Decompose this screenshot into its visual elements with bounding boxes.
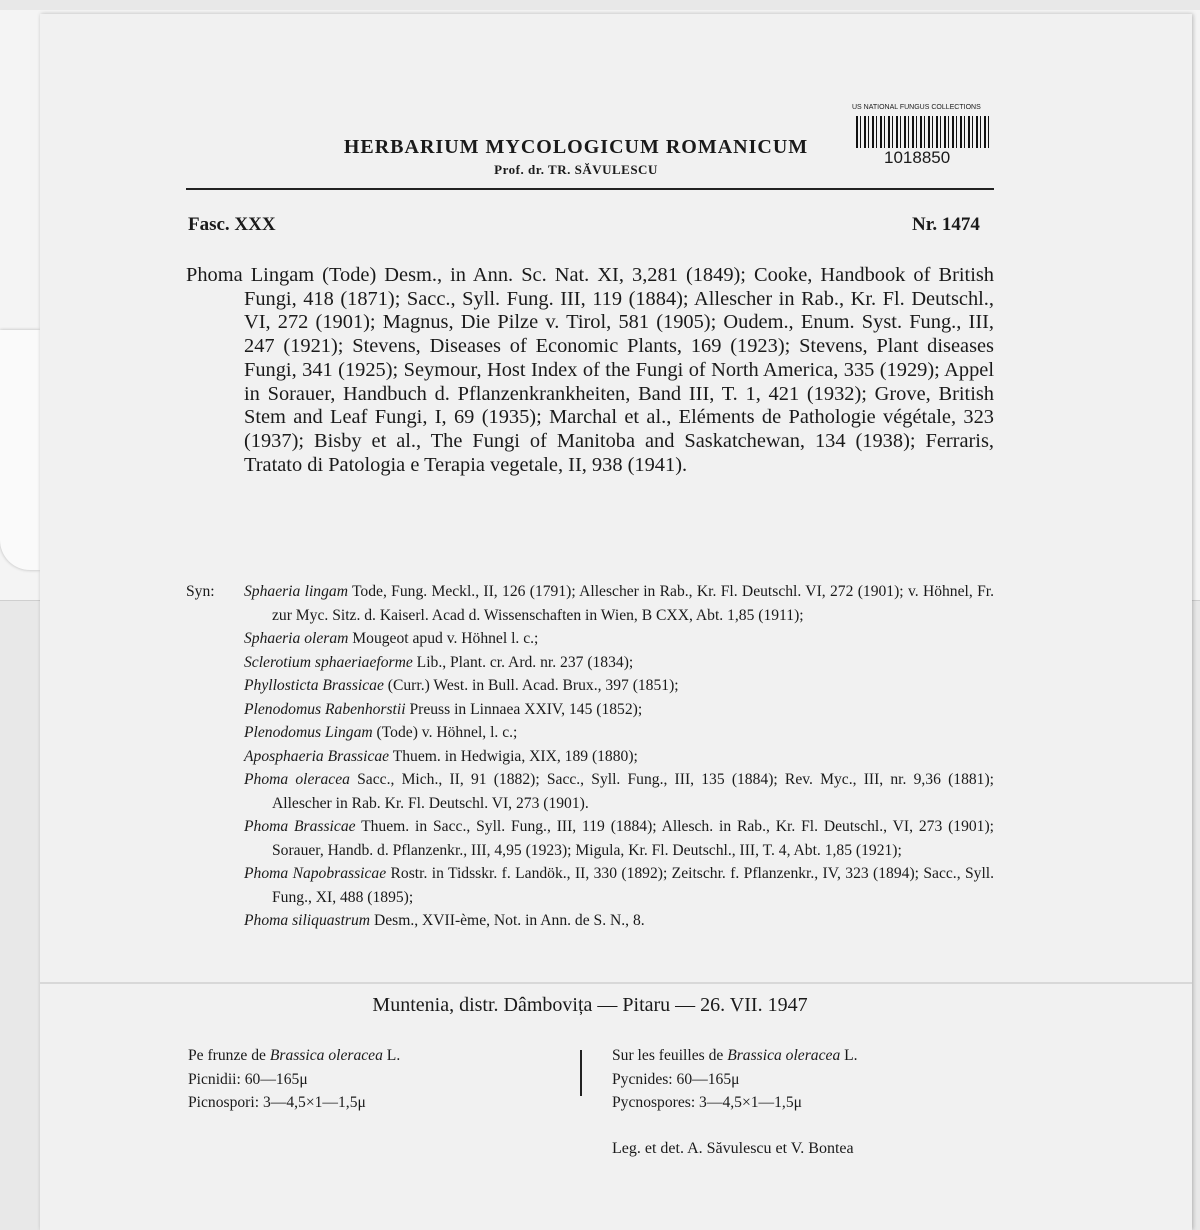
barcode-collection-label: US NATIONAL FUNGUS COLLECTIONS: [852, 104, 981, 111]
synonyms-list: [186, 580, 994, 933]
synonym-name: Aposphaeria Brassicae: [244, 747, 390, 765]
synonym-citation: Sacc., Mich., II, 91 (1882); Sacc., Syll. Fung., III, 135 (1884); Rev. Myc., III, nr. 9,36 (1881); Allescher in Rab. Kr. Fl. Deutschl. VI, 273 (1901).: [272, 771, 994, 812]
synonym-entry: [244, 909, 994, 933]
host-name-ro: Brassica oleracea: [269, 1047, 383, 1064]
synonym-name: Phoma Brassicae: [244, 818, 356, 835]
synonym-citation: Thuem. in Hedwigia, XIX, 189 (1880);: [389, 747, 638, 765]
herbarium-subtitle: Prof. dr. TR. SĂVULESCU: [494, 162, 658, 177]
synonym-entry: [244, 862, 994, 909]
synonym-name: Phyllosticta Brassicae: [244, 677, 384, 694]
description-romanian: [188, 1044, 568, 1115]
synonym-entry: [244, 580, 994, 627]
synonym-citation: Desm., XVII-ème, Not. in Ann. de S. N., 8.: [370, 912, 645, 929]
synonym-entry: [244, 627, 994, 651]
species-main-reference: Phoma Lingam (Tode) Desm., in Ann. Sc. Nat. XI, 3,281 (1849); Cooke, Handbook of British Fungi, 418 (1871); Sacc., Syll. Fung. III, 119 (1884); Allescher in Rab., Kr. Fl. Deutschl., VI, 272 (1901); Magnus, Die Pilze v. Tirol, 581 (1905); Oudem., Enum. Syst. Fung., III, 247 (1921); Stevens, Diseases of Economic Plants, 169 (1923); Stevens, Plant diseases Fungi, 341 (1925); Seymour, Host Index of the Fungi of North America, 335 (1929); Appel in Sorauer, Handbuch d. Pflanzenkrankheiten, Band III, T. 1, 421 (1932); Grove, British Stem and Leaf Fungi, I, 69 (1935); Marchal et al., Eléments de Pathologie végétale, 323 (1937); Bisby et al., The Fungi of Manitoba and Saskatchewan, 134 (1938); Ferraris, Tratato di Patologia e Terapia vegetale, II, 938 (1941).: [186, 264, 994, 476]
barcode-icon: [856, 116, 990, 148]
pycnospores-fr: Pycnospores: 3—4,5×1—1,5μ: [612, 1094, 802, 1111]
host-line-ro: [188, 1044, 568, 1068]
fascicle-number: Fasc. XXX: [188, 214, 276, 235]
pycnospores-ro: Picnospori: 3—4,5×1—1,5μ: [188, 1094, 366, 1111]
pycnidia-ro: Picnidii: 60—165μ: [188, 1070, 308, 1088]
synonym-citation: (Tode) v. Höhnel, l. c.;: [372, 724, 518, 741]
host-prefix-fr: Sur les feuilles de: [612, 1047, 728, 1064]
synonym-name: Phoma siliquastrum: [244, 912, 371, 929]
pycnidia-fr: Pycnides: 60—165μ: [612, 1070, 740, 1088]
synonym-entry: [244, 768, 994, 815]
synonym-entry: [244, 815, 994, 862]
paper-fold-tab: [0, 330, 40, 570]
locality-line: Muntenia, distr. Dâmbovița — Pitaru — 26. VII. 1947: [372, 994, 808, 1016]
synonym-name: Phoma Napobrassicae: [244, 865, 387, 882]
fold-crease: [40, 982, 1192, 984]
synonym-citation: Tode, Fung. Meckl., II, 126 (1791); Allescher in Rab., Kr. Fl. Deutschl. VI, 272 (1901); v. Höhnel, Fr. zur Myc. Sitz. d. Kaiserl. Acad d. Wissenschaften in Wien, B CXX, Abt. 1,85 (1911);: [272, 583, 994, 624]
synonym-entry: [244, 745, 994, 769]
synonyms-label: Syn:: [186, 583, 215, 600]
synonym-name: Plenodomus Rabenhorstii: [244, 700, 406, 718]
specimen-number: Nr. 1474: [912, 214, 980, 235]
synonym-citation: Thuem. in Sacc., Syll. Fung., III, 119 (1884); Allesch. in Rab., Kr. Fl. Deutschl., VI, 273 (1901); Sorauer, Handb. d. Pflanzenkr., III, 4,95 (1923); Migula, Kr. Fl. Deutschl., III, T. 4, Abt. 1,85 (1921);: [272, 818, 994, 859]
synonym-name: Sphaeria oleram: [244, 630, 349, 647]
synonym-entry: [244, 721, 994, 745]
synonym-name: Sclerotium sphaeriaeforme: [244, 653, 413, 671]
synonym-entry: [244, 698, 994, 722]
synonym-citation: Lib., Plant. cr. Ard. nr. 237 (1834);: [412, 653, 634, 671]
herbarium-title: HERBARIUM MYCOLOGICUM ROMANICUM: [343, 136, 809, 158]
host-suffix-ro: L.: [382, 1047, 401, 1064]
synonym-entry: [244, 651, 994, 675]
host-suffix-fr: L.: [840, 1047, 858, 1064]
host-name-fr: Brassica oleracea: [727, 1047, 841, 1064]
synonym-citation: (Curr.) West. in Bull. Acad. Brux., 397 (1851);: [383, 677, 679, 694]
synonym-citation: Mougeot apud v. Höhnel l. c.;: [348, 630, 539, 647]
synonym-entry: [244, 674, 994, 698]
description-french: [612, 1044, 992, 1115]
host-line-fr: [612, 1044, 992, 1068]
barcode-number: 1018850: [884, 148, 951, 167]
synonyms-block: [186, 580, 994, 933]
host-prefix-ro: Pe frunze de: [188, 1047, 270, 1064]
synonym-name: Phoma oleracea: [244, 771, 350, 788]
collector-line: Leg. et det. A. Săvulescu et V. Bontea: [612, 1140, 854, 1157]
column-divider: [580, 1050, 582, 1096]
synonym-name: Sphaeria lingam: [244, 583, 348, 600]
synonym-name: Plenodomus Lingam: [244, 724, 373, 741]
synonym-citation: Rostr. in Tidsskr. f. Landök., II, 330 (1892); Zeitschr. f. Pflanzenkr., IV, 323 (1894); Sacc., Syll. Fung., XI, 488 (1895);: [272, 865, 995, 906]
synonym-citation: Preuss in Linnaea XXIV, 145 (1852);: [405, 700, 643, 718]
